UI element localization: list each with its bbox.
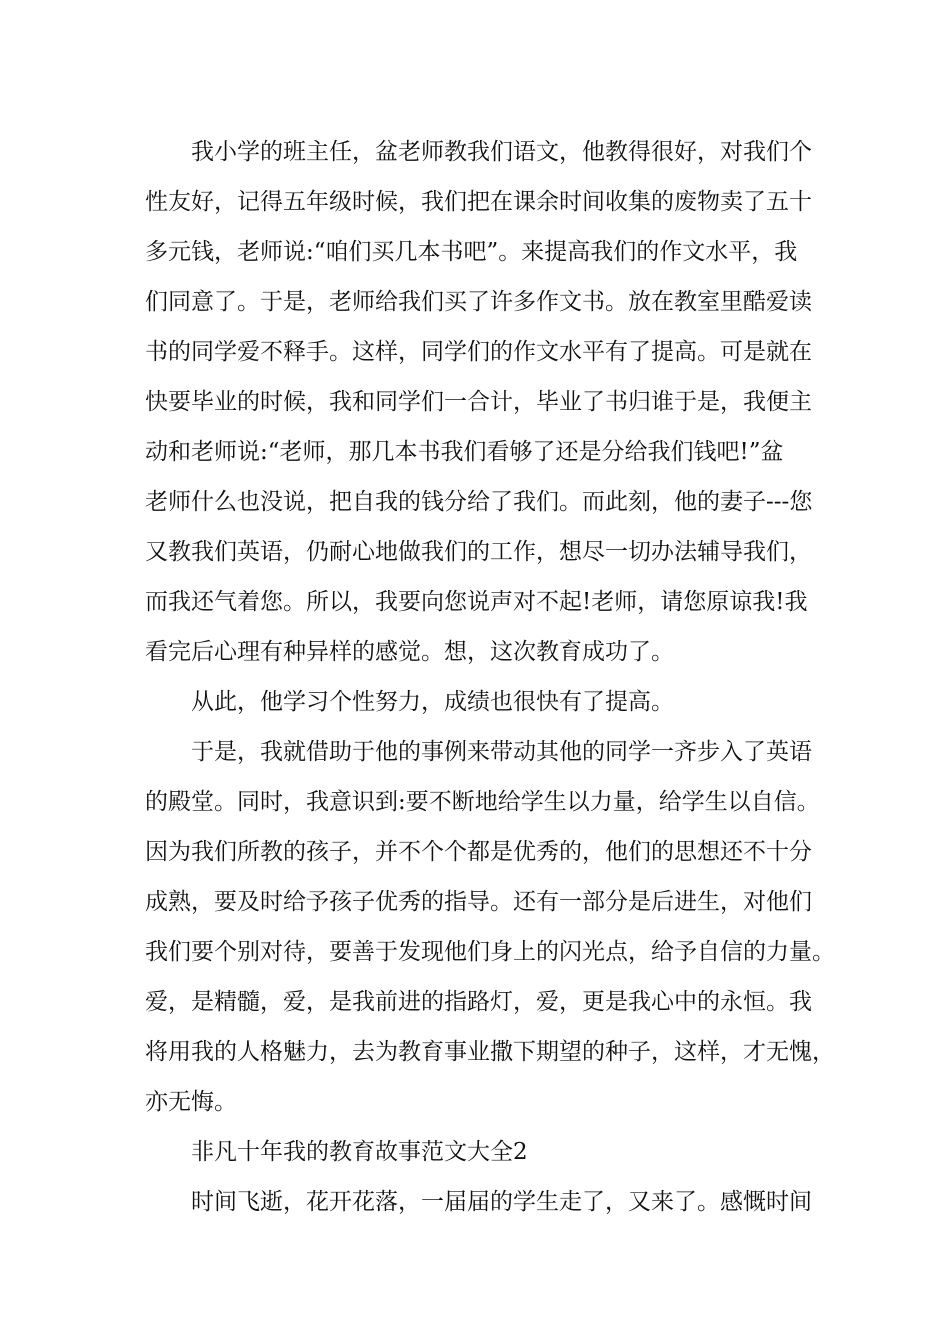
paragraph-line: 快要毕业的时候，我和同学们一合计，毕业了书归谁于是，我便主 xyxy=(145,389,812,415)
paragraph-line: 时间飞逝，花开花落，一届届的学生走了，又来了。感慨时间 xyxy=(191,1189,812,1215)
paragraph-line: 多元钱，老师说:“咱们买几本书吧”。来提高我们的作文水平，我 xyxy=(145,239,798,265)
paragraph-line: 亦无悔。 xyxy=(145,1089,237,1115)
section-heading: 非凡十年我的教育故事范文大全2 xyxy=(191,1139,528,1165)
paragraph-line: 而我还气着您。所以，我要向您说声对不起!老师，请您原谅我!我 xyxy=(145,589,808,615)
paragraph-line: 老师什么也没说，把自我的钱分给了我们。而此刻，他的妻子---您 xyxy=(145,489,813,515)
paragraph-line: 看完后心理有种异样的感觉。想，这次教育成功了。 xyxy=(145,639,674,665)
paragraph-line: 从此，他学习个性努力，成绩也很快有了提高。 xyxy=(191,689,674,715)
paragraph-line: 动和老师说:“老师，那几本书我们看够了还是分给我们钱吧!”盆 xyxy=(145,439,784,465)
paragraph-line: 将用我的人格魅力，去为教育事业撒下期望的种子，这样，才无愧， xyxy=(145,1039,835,1065)
paragraph-line: 爱，是精髓，爱，是我前进的指路灯，爱，更是我心中的永恒。我 xyxy=(145,989,812,1015)
paragraph-line: 们同意了。于是，老师给我们买了许多作文书。放在教室里酷爱读 xyxy=(145,289,812,315)
paragraph-line: 又教我们英语，仍耐心地做我们的工作，想尽一切办法辅导我们， xyxy=(145,539,812,565)
paragraph-line: 于是，我就借助于他的事例来带动其他的同学一齐步入了英语 xyxy=(191,739,812,765)
paragraph-line: 我们要个别对待，要善于发现他们身上的闪光点，给予自信的力量。 xyxy=(145,939,835,965)
paragraph-line: 性友好，记得五年级时候，我们把在课余时间收集的废物卖了五十 xyxy=(145,189,812,215)
body-text xyxy=(145,127,835,1227)
paragraph-line: 成熟，要及时给予孩子优秀的指导。还有一部分是后进生，对他们 xyxy=(145,889,812,915)
paragraph-line: 的殿堂。同时，我意识到:要不断地给学生以力量，给学生以自信。 xyxy=(145,789,820,815)
paragraph-line: 书的同学爱不释手。这样，同学们的作文水平有了提高。可是就在 xyxy=(145,339,812,365)
paragraph-line: 我小学的班主任，盆老师教我们语文，他教得很好，对我们个 xyxy=(191,139,812,165)
paragraph-line: 因为我们所教的孩子，并不个个都是优秀的，他们的思想还不十分 xyxy=(145,839,812,865)
